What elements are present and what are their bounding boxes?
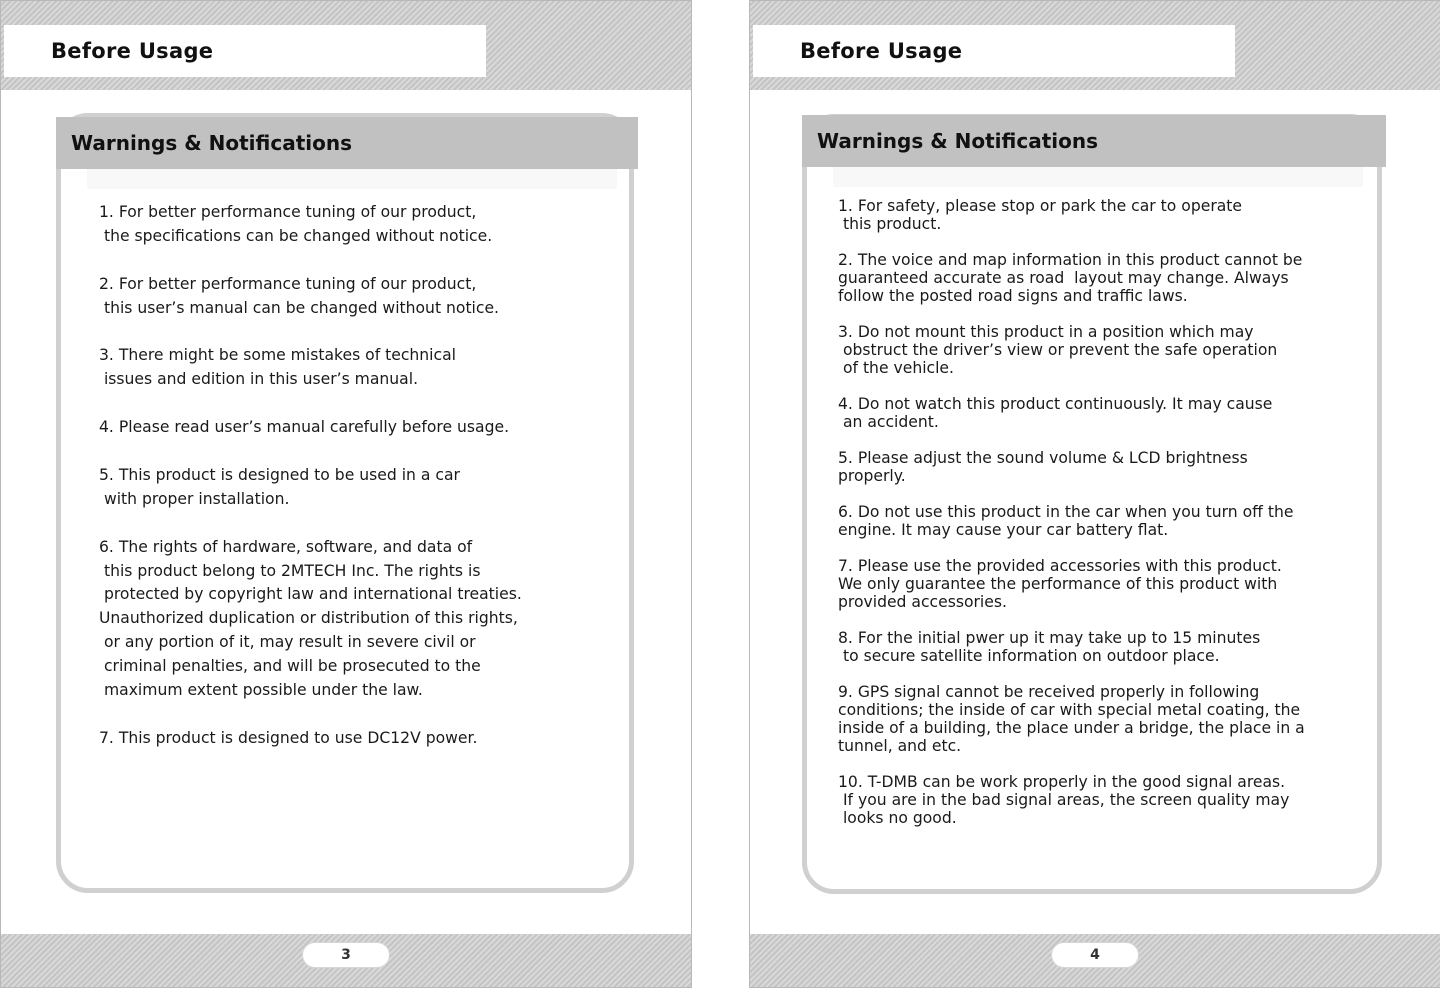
- right-warning-item: 4. Do not watch this product continuously. It may cause an accident.: [838, 395, 1273, 431]
- left-warning-item: 3. There might be some mistakes of technical issues and edition in this user’s manual.: [99, 346, 456, 389]
- right-warning-item: 7. Please use the provided accessories with this product. We only guarantee the performance of this product with provided accessories.: [838, 557, 1282, 611]
- right-section-title-bar: [802, 115, 1386, 167]
- left-section-title: Warnings & Notifications: [71, 131, 352, 155]
- right-section-title: Warnings & Notifications: [817, 129, 1098, 153]
- left-warning-item: 6. The rights of hardware, software, and data of this product belong to 2MTECH Inc. The rights is protected by copyright law and international treaties. Unauthorized duplication or distribution of this rights, or any portion of it, may result in severe civil or criminal penalties, and will be prosecuted to the maximum extent possible under the law.: [99, 537, 522, 700]
- right-header-title: Before Usage: [800, 39, 963, 63]
- left-footer-band: [1, 934, 691, 988]
- right-header-band: [750, 1, 1440, 90]
- left-header-title: Before Usage: [51, 39, 214, 63]
- left-warning-item: 2. For better performance tuning of our product, this user’s manual can be changed without notice.: [99, 274, 500, 317]
- left-header-band: [1, 1, 691, 90]
- right-warning-item: 2. The voice and map information in this product cannot be guaranteed accurate as road layout may change. Always follow the posted road signs and traffic laws.: [838, 251, 1303, 305]
- right-warning-item: 9. GPS signal cannot be received properly in following conditions; the inside of car with special metal coating, the inside of a building, the place under a bridge, the place in a tunnel, and etc.: [838, 683, 1305, 755]
- right-warning-item: 10. T-DMB can be work properly in the good signal areas. If you are in the bad signal areas, the screen quality may looks no good.: [838, 773, 1290, 827]
- left-warning-item: 4. Please read user’s manual carefully before usage.: [99, 418, 510, 437]
- left-page: [0, 0, 692, 988]
- right-page-number: 4: [1051, 942, 1139, 968]
- right-card-shade: [833, 167, 1363, 187]
- right-warnings-list: [838, 197, 1305, 845]
- left-page-number: 3: [302, 942, 390, 968]
- right-warning-item: 5. Please adjust the sound volume & LCD brightness properly.: [838, 449, 1248, 485]
- left-warnings-list: [99, 201, 522, 775]
- right-warning-item: 3. Do not mount this product in a position which may obstruct the driver’s view or prevent the safe operation of the vehicle.: [838, 323, 1278, 377]
- left-warning-item: 5. This product is designed to be used in a car with proper installation.: [99, 465, 460, 508]
- right-warning-item: 8. For the initial pwer up it may take up to 15 minutes to secure satellite information on outdoor place.: [838, 629, 1261, 665]
- left-warning-item: 1. For better performance tuning of our product, the specifications can be changed without notice.: [99, 203, 493, 245]
- left-section-title-bar: [56, 117, 638, 169]
- left-warning-item: 7. This product is designed to use DC12V power.: [99, 728, 478, 747]
- right-footer-band: [750, 934, 1440, 988]
- left-card-shade: [87, 169, 617, 189]
- right-warning-item: 6. Do not use this product in the car when you turn off the engine. It may cause your car battery flat.: [838, 503, 1294, 539]
- right-warning-item: 1. For safety, please stop or park the car to operate this product.: [838, 197, 1242, 233]
